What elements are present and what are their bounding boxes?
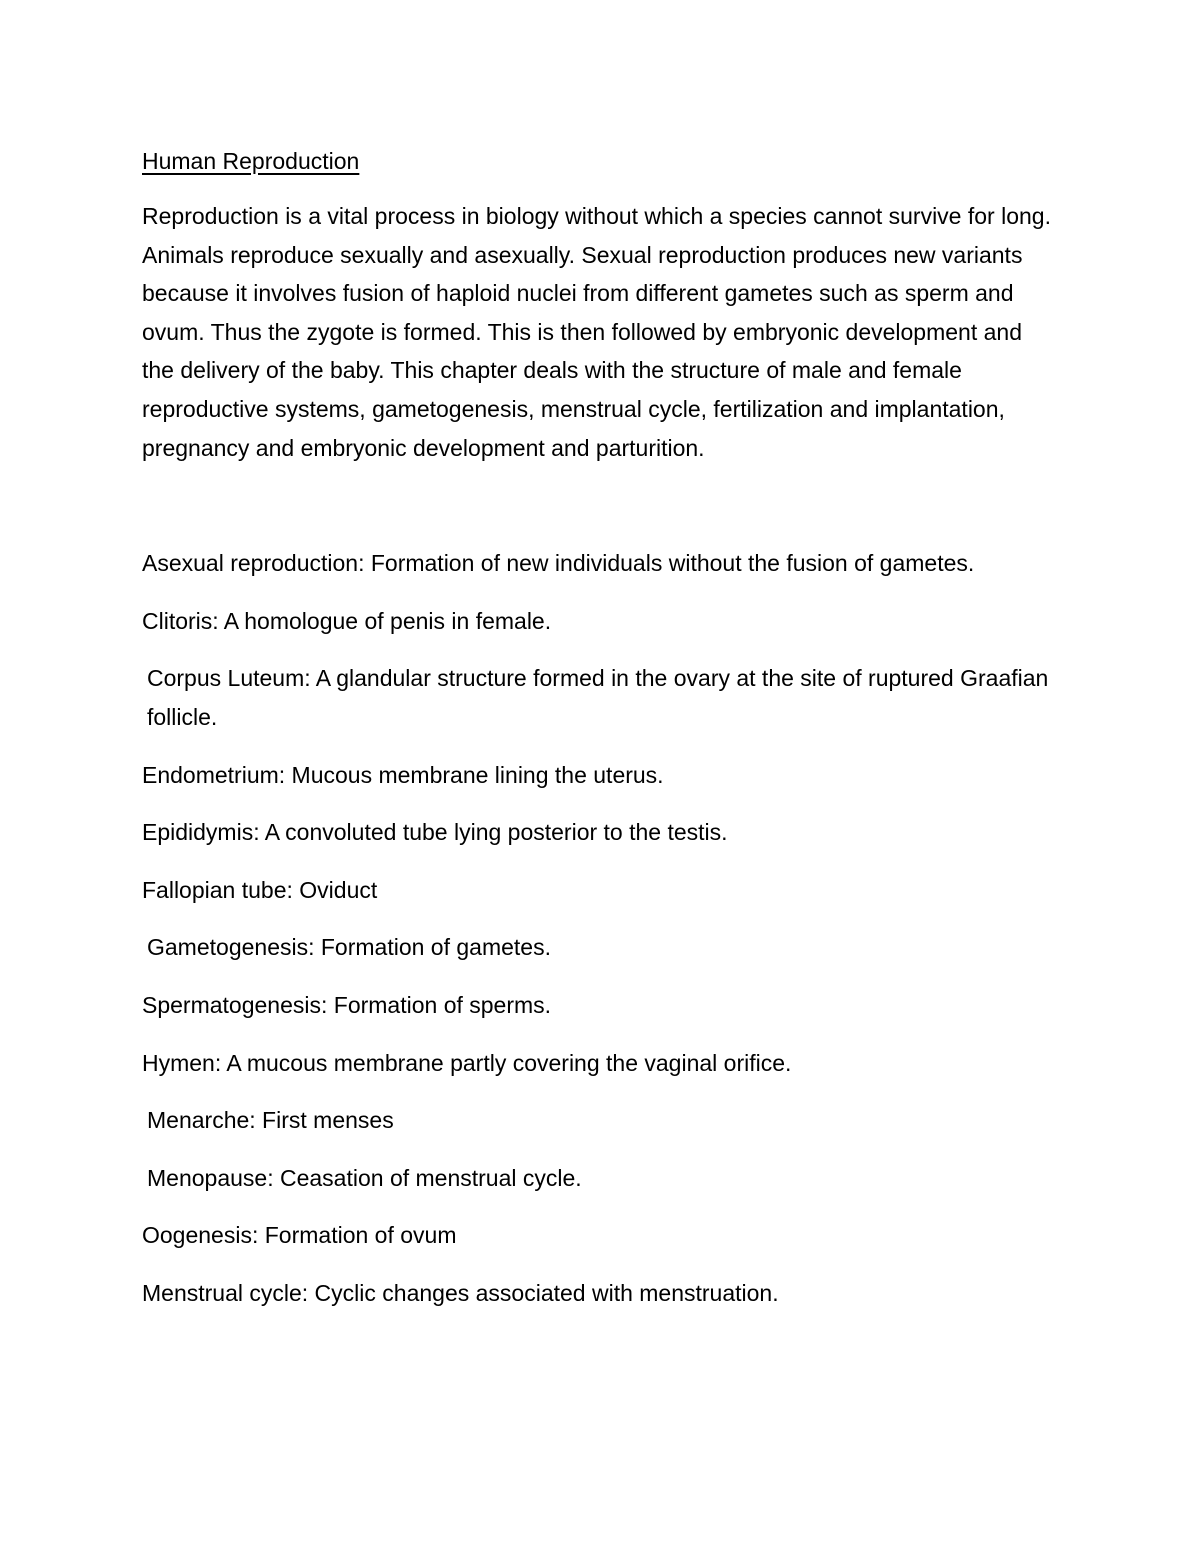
intro-paragraph: Reproduction is a vital process in biology without which a species cannot survive for long. Animals reproduce sexually and asexually. Sexual reproduction produces new variants because it involves fusion of haploid nuclei from different gametes such as sperm and ovum. Thus the zygote is formed. This is then followed by embryonic development and the delivery of the baby. This chapter deals with the structure of male and female reproductive systems, gametogenesis, menstrual cycle, fertilization and implantation, pregnancy and embryonic development and parturition. xyxy=(142,203,1051,461)
definition-spermatogenesis: Spermatogenesis: Formation of sperms. xyxy=(142,991,552,1018)
definition-endometrium: Endometrium: Mucous membrane lining the uterus. xyxy=(142,761,664,788)
definition-menarche: Menarche: First menses xyxy=(147,1107,394,1134)
document-title: Human Reproduction xyxy=(142,148,360,174)
definition-clitoris: Clitoris: A homologue of penis in female. xyxy=(142,607,552,634)
definition-hymen: Hymen: A mucous membrane partly covering the vaginal orifice. xyxy=(142,1049,792,1076)
paragraph-spacer xyxy=(142,467,1057,544)
definition-corpus-luteum: Corpus Luteum: A glandular structure formed in the ovary at the site of ruptured Graafian follicle. xyxy=(147,665,1049,730)
definition-gametogenesis: Gametogenesis: Formation of gametes. xyxy=(147,934,551,961)
definition-asexual-reproduction: Asexual reproduction: Formation of new individuals without the fusion of gametes. xyxy=(142,550,975,577)
definition-fallopian-tube: Fallopian tube: Oviduct xyxy=(142,876,378,903)
definition-menstrual-cycle: Menstrual cycle: Cyclic changes associated with menstruation. xyxy=(142,1279,779,1306)
definition-menopause: Menopause: Ceasation of menstrual cycle. xyxy=(147,1164,582,1191)
document-body xyxy=(142,142,1057,1331)
definition-oogenesis: Oogenesis: Formation of ovum xyxy=(142,1222,457,1249)
definition-epididymis: Epididymis: A convoluted tube lying posterior to the testis. xyxy=(142,819,728,846)
